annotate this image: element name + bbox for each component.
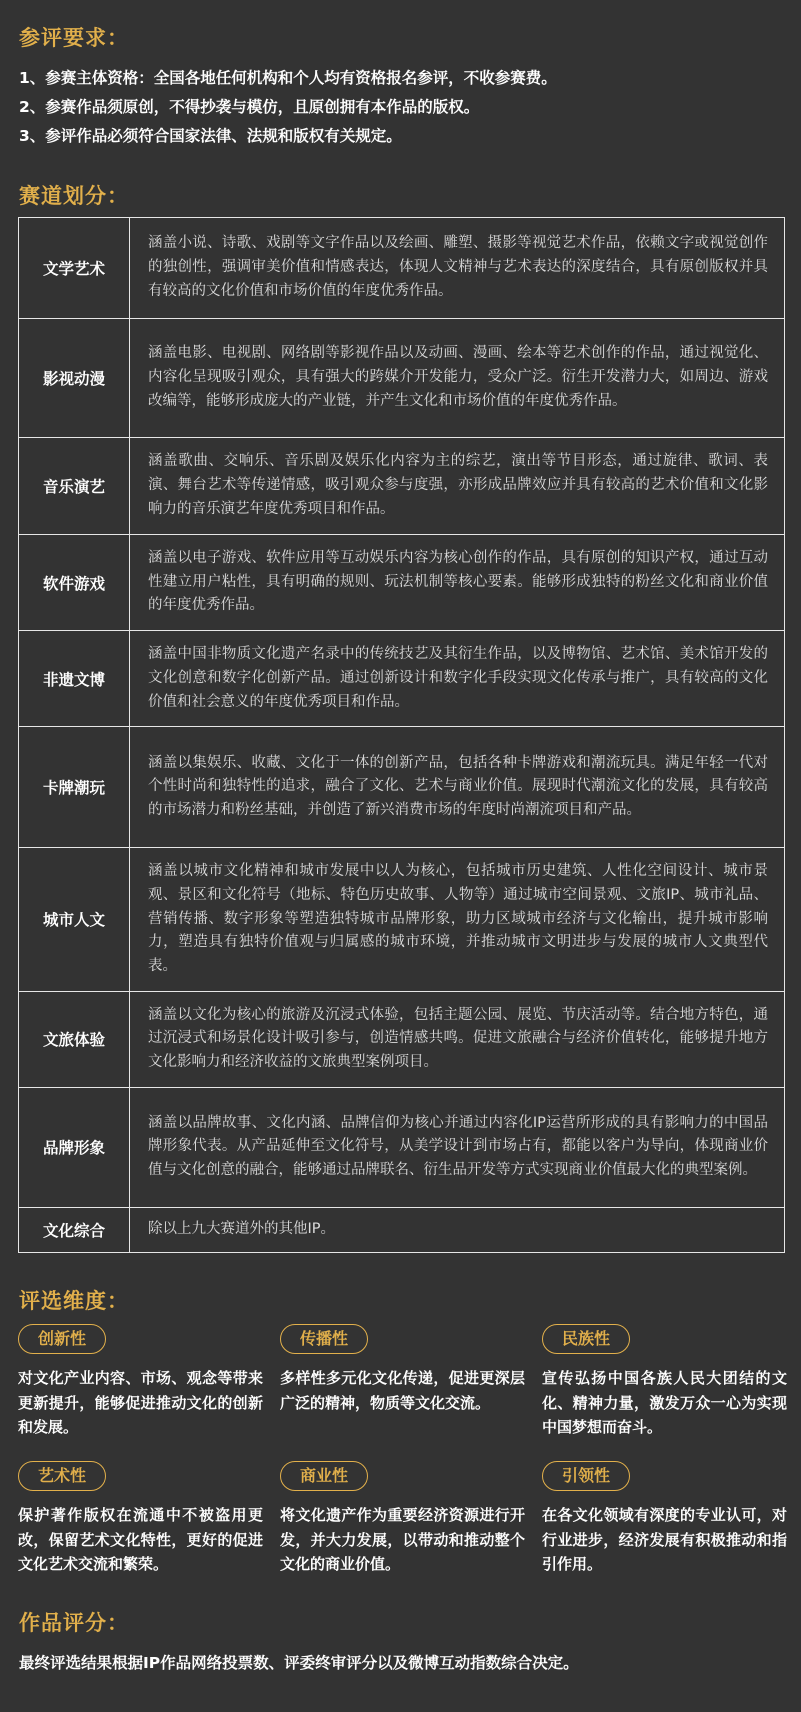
track-name: 卡牌潮玩 [19, 727, 130, 848]
track-description: 涵盖小说、诗歌、戏剧等文字作品以及绘画、雕塑、摄影等视觉艺术作品，依赖文字或视觉创作的独创性，强调审美价值和情感表达，体现人文精神与艺术表达的深度结合，具有原创版权并具有较高的文化价值和市场价值的年度优秀作品。 [130, 218, 785, 319]
track-description: 除以上九大赛道外的其他IP。 [130, 1207, 785, 1252]
requirement-item: 2、参赛作品须原创，不得抄袭与模仿，且原创拥有本作品的版权。 [19, 98, 480, 116]
tracks-table [18, 217, 785, 1253]
table-row [19, 319, 785, 438]
dimension-text: 在各文化领域有深度的专业认可，对行业进步，经济发展有积极推动和指引作用。 [542, 1506, 787, 1573]
track-name: 文旅体验 [19, 991, 130, 1087]
requirements-list [19, 64, 779, 151]
dimension-badge: 艺术性 [18, 1461, 106, 1491]
scoring-text: 最终评选结果根据IP作品网络投票数、评委终审评分以及微博互动指数综合决定。 [19, 1654, 579, 1672]
table-row [19, 1207, 785, 1252]
requirements-title: 参评要求： [19, 26, 129, 50]
track-description: 涵盖电影、电视剧、网络剧等影视作品以及动画、漫画、绘本等艺术创作的作品，通过视觉化、内容化呈现吸引观众，具有强大的跨媒介开发能力，受众广泛。衍生开发潜力大，如周边、游戏改编等，能够形成庞大的产业链，并产生文化和市场价值的年度优秀作品。 [130, 319, 785, 438]
dimension-card [280, 1461, 525, 1577]
track-name: 文学艺术 [19, 218, 130, 319]
dimension-text: 将文化遗产作为重要经济资源进行开发，并大力发展，以带动和推动整个文化的商业价值。 [280, 1506, 525, 1573]
dimension-badge: 传播性 [280, 1324, 368, 1354]
table-row [19, 848, 785, 992]
table-row [19, 727, 785, 848]
track-name: 非遗文博 [19, 631, 130, 727]
track-description: 涵盖以电子游戏、软件应用等互动娱乐内容为核心创作的作品，具有原创的知识产权，通过互动性建立用户粘性，具有明确的规则、玩法机制等核心要素。能够形成独特的粉丝文化和商业价值的年度优秀作品。 [130, 535, 785, 631]
dimension-card [542, 1461, 787, 1577]
table-row [19, 1087, 785, 1207]
track-description: 涵盖歌曲、交响乐、音乐剧及娱乐化内容为主的综艺，演出等节目形态，通过旋律、歌词、表演、舞台艺术等传递情感，吸引观众参与度强，亦形成品牌效应并具有较高的艺术价值和文化影响力的音乐演艺年度优秀项目和作品。 [130, 438, 785, 535]
dimension-card [280, 1324, 525, 1415]
track-name: 品牌形象 [19, 1087, 130, 1207]
dimension-text: 多样性多元化文化传递，促进更深层广泛的精神，物质等文化交流。 [280, 1369, 525, 1412]
dimension-badge: 民族性 [542, 1324, 630, 1354]
track-description: 涵盖以城市文化精神和城市发展中以人为核心，包括城市历史建筑、人性化空间设计、城市景观、景区和文化符号（地标、特色历史故事、人物等）通过城市空间景观、文旅IP、城市礼品、营销传播、数字形象等塑造独特城市品牌形象，助力区域城市经济与文化输出，提升城市影响力，塑造具有独特价值观与归属感的城市环境，并推动城市文明进步与发展的城市人文典型代表。 [130, 848, 785, 992]
requirement-item: 1、参赛主体资格：全国各地任何机构和个人均有资格报名参评，不收参赛费。 [19, 69, 557, 87]
dimension-text: 宣传弘扬中国各族人民大团结的文化、精神力量，激发万众一心为实现中国梦想而奋斗。 [542, 1369, 787, 1436]
tracks-title: 赛道划分： [19, 184, 129, 208]
track-name: 音乐演艺 [19, 438, 130, 535]
table-row [19, 631, 785, 727]
track-description: 涵盖以文化为核心的旅游及沉浸式体验，包括主题公园、展览、节庆活动等。结合地方特色，通过沉浸式和场景化设计吸引参与，创造情感共鸣。促进文旅融合与经济价值转化，能够提升地方文化影响力和经济收益的文旅典型案例项目。 [130, 991, 785, 1087]
table-row [19, 218, 785, 319]
dimension-text: 保护著作版权在流通中不被盗用更改，保留艺术文化特性，更好的促进文化艺术交流和繁荣。 [18, 1506, 263, 1573]
track-name: 城市人文 [19, 848, 130, 992]
table-row [19, 991, 785, 1087]
dimension-card [18, 1324, 263, 1440]
track-name: 文化综合 [19, 1207, 130, 1252]
track-name: 影视动漫 [19, 319, 130, 438]
table-row [19, 438, 785, 535]
dimension-badge: 创新性 [18, 1324, 106, 1354]
dimension-card [18, 1461, 263, 1577]
track-name: 软件游戏 [19, 535, 130, 631]
dimension-card [542, 1324, 787, 1440]
dimension-badge: 商业性 [280, 1461, 368, 1491]
dimension-text: 对文化产业内容、市场、观念等带来更新提升，能够促进推动文化的创新和发展。 [18, 1369, 263, 1436]
scoring-title: 作品评分： [19, 1611, 129, 1635]
track-description: 涵盖中国非物质文化遗产名录中的传统技艺及其衍生作品，以及博物馆、艺术馆、美术馆开发的文化创意和数字化创新产品。通过创新设计和数字化手段实现文化传承与推广，具有较高的文化价值和社会意义的年度优秀项目和作品。 [130, 631, 785, 727]
dimension-badge: 引领性 [542, 1461, 630, 1491]
track-description: 涵盖以品牌故事、文化内涵、品牌信仰为核心并通过内容化IP运营所形成的具有影响力的中国品牌形象代表。从产品延伸至文化符号，从美学设计到市场占有，都能以客户为导向，体现商业价值与文化创意的融合，能够通过品牌联名、衍生品开发等方式实现商业价值最大化的典型案例。 [130, 1087, 785, 1207]
requirement-item: 3、参评作品必须符合国家法律、法规和版权有关规定。 [19, 127, 402, 145]
track-description: 涵盖以集娱乐、收藏、文化于一体的创新产品，包括各种卡牌游戏和潮流玩具。满足年轻一代对个性时尚和独特性的追求，融合了文化、艺术与商业价值。展现时代潮流文化的发展，具有较高的市场潜力和粉丝基础，并创造了新兴消费市场的年度时尚潮流项目和产品。 [130, 727, 785, 848]
dimensions-title: 评选维度： [19, 1289, 129, 1313]
table-row [19, 535, 785, 631]
